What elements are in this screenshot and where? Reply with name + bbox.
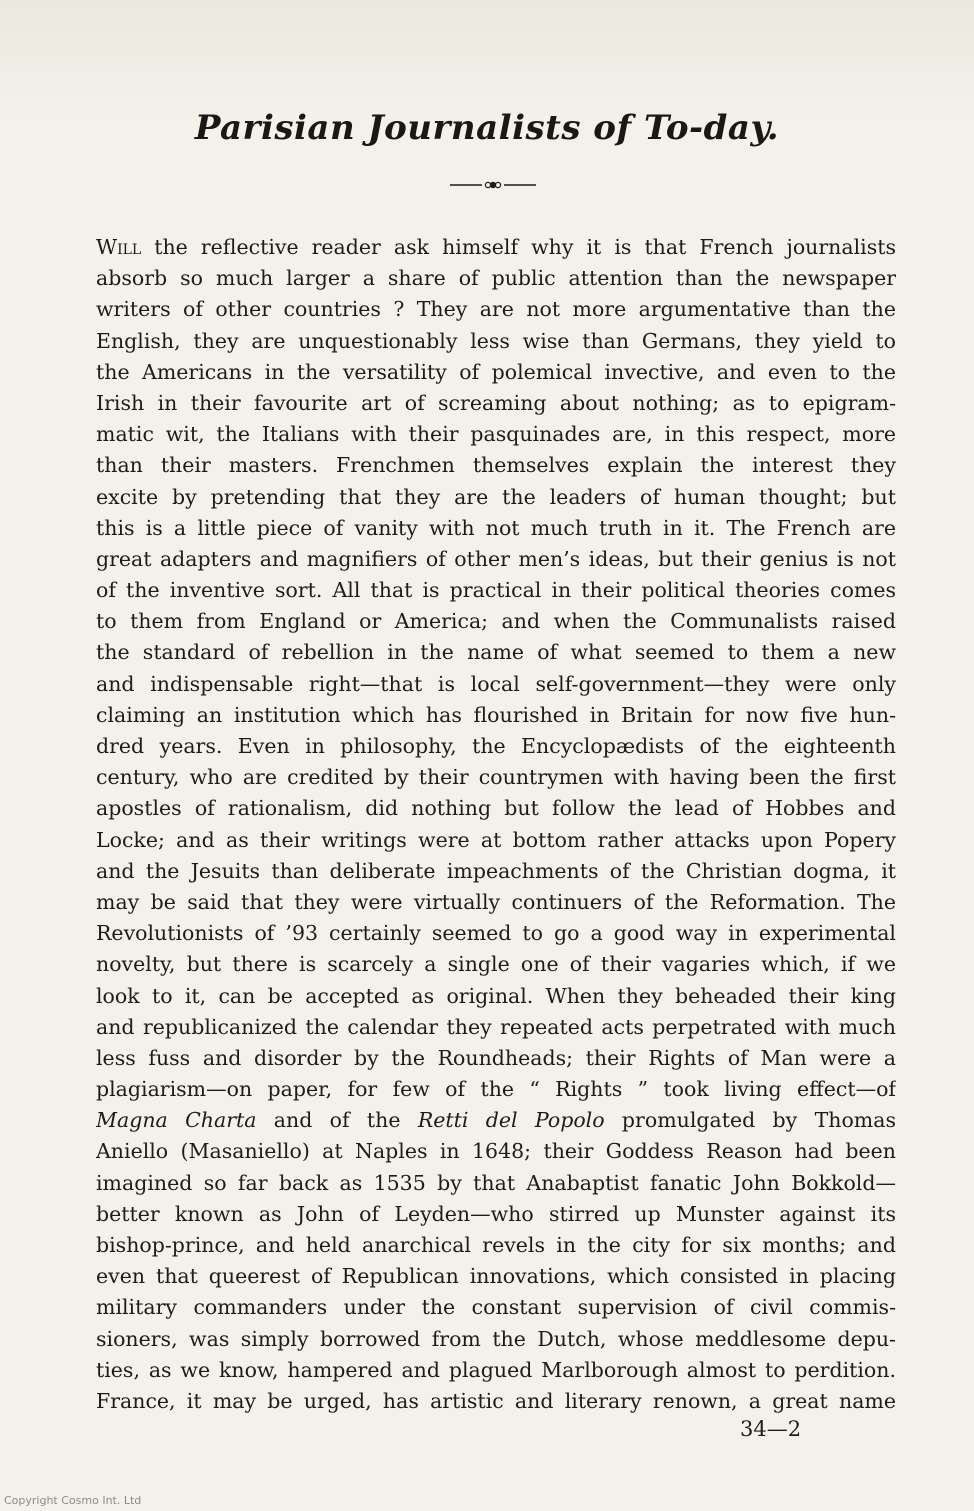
- text-line: this is a little piece of vanity with not much truth in it. The French are: [96, 515, 896, 540]
- text-line: sioners, was simply borrowed from the Dutch, whose meddlesome depu-: [96, 1326, 896, 1351]
- text-line: imagined so far back as 1535 by that Anabaptist fanatic John Bokkold—: [96, 1170, 896, 1195]
- text-line: novelty, but there is scarcely a single one of their vagaries which, if we: [96, 952, 896, 977]
- text-line: and the Jesuits than deliberate impeachments of the Christian dogma, it: [96, 858, 896, 883]
- italic-title: Magna Charta: [96, 1108, 257, 1133]
- text-line: excite by pretending that they are the leaders of human thought; but: [96, 484, 896, 509]
- text-line: great adapters and magnifiers of other men’s ideas, but their genius is not: [96, 546, 896, 571]
- title-ornament-icon: [448, 176, 538, 194]
- text-line: Revolutionists of ’93 certainly seemed to go a good way in experimental: [96, 921, 896, 946]
- text-line: may be said that they were virtually continuers of the Reformation. The: [96, 889, 896, 914]
- text-line: and republicanized the calendar they repeated acts perpetrated with much: [96, 1014, 896, 1039]
- article-body: [96, 232, 896, 1417]
- text-line: than their masters. Frenchmen themselves explain the interest they: [96, 453, 896, 478]
- page-folio: 34—2: [740, 1417, 802, 1441]
- text-line: plagiarism—on paper, for few of the “ Rights ” took living effect—of: [96, 1077, 896, 1102]
- italic-title: Retti del Popolo: [417, 1108, 605, 1133]
- text-line: the standard of rebellion in the name of what seemed to them a new: [96, 640, 896, 665]
- text-line: bishop-prince, and held anarchical revels in the city for six months; and: [96, 1233, 896, 1257]
- text-line: century, who are credited by their countrymen with having been the first: [96, 765, 896, 790]
- article-title: Parisian Journalists of To-day.: [194, 108, 780, 148]
- text-line: the Americans in the versatility of polemical invective, and even to the: [96, 359, 896, 384]
- text-line: English, they are unquestionably less wise than Germans, they yield to: [96, 328, 896, 353]
- text-line: absorb so much larger a share of public attention than the newspaper: [96, 266, 896, 291]
- page-top-bleed: [0, 0, 974, 120]
- text-line: dred years. Even in philosophy, the Encyclopædists of the eighteenth: [96, 734, 896, 758]
- text-line: and indispensable right—that is local self-government—they were only: [96, 671, 896, 696]
- text-line: Locke; and as their writings were at bottom rather attacks upon Popery: [96, 827, 896, 852]
- text-line-italic-mixed: Magna Charta and of the Retti del Popolo promulgated by Thomas: [96, 1108, 896, 1133]
- text-line: even that queerest of Republican innovations, which consisted in placing: [96, 1264, 896, 1289]
- text-line: apostles of rationalism, did nothing but follow the lead of Hobbes and: [96, 796, 896, 821]
- text-line: less fuss and disorder by the Roundheads; their Rights of Man were a: [96, 1045, 896, 1070]
- text-line: ties, as we know, hampered and plagued Marlborough almost to perdition.: [96, 1357, 896, 1382]
- text-line: claiming an institution which has flourished in Britain for now five hun-: [96, 702, 896, 727]
- text-line: Irish in their favourite art of screaming about nothing; as to epigram-: [96, 390, 896, 415]
- text-line: look to it, can be accepted as original. When they beheaded their king: [96, 983, 896, 1008]
- text-line: of the inventive sort. All that is practical in their political theories comes: [96, 578, 896, 603]
- text-line: Aniello (Masaniello) at Naples in 1648; their Goddess Reason had been: [96, 1139, 896, 1164]
- text-line: better known as John of Leyden—who stirred up Munster against its: [96, 1201, 896, 1226]
- copyright-watermark: Copyright Cosmo Int. Ltd: [4, 1494, 142, 1507]
- text-line: military commanders under the constant supervision of civil commis-: [96, 1295, 896, 1320]
- text-line: France, it may be urged, has artistic and literary renown, a great name: [96, 1388, 896, 1413]
- text-line: Will the reflective reader ask himself why it is that French journalists: [96, 235, 896, 259]
- text-line: to them from England or America; and when the Communalists raised: [96, 609, 896, 634]
- text-line: matic wit, the Italians with their pasquinades are, in this respect, more: [96, 422, 896, 447]
- text-line: writers of other countries ? They are not more argumentative than the: [96, 297, 896, 322]
- lead-word: Will: [96, 235, 142, 259]
